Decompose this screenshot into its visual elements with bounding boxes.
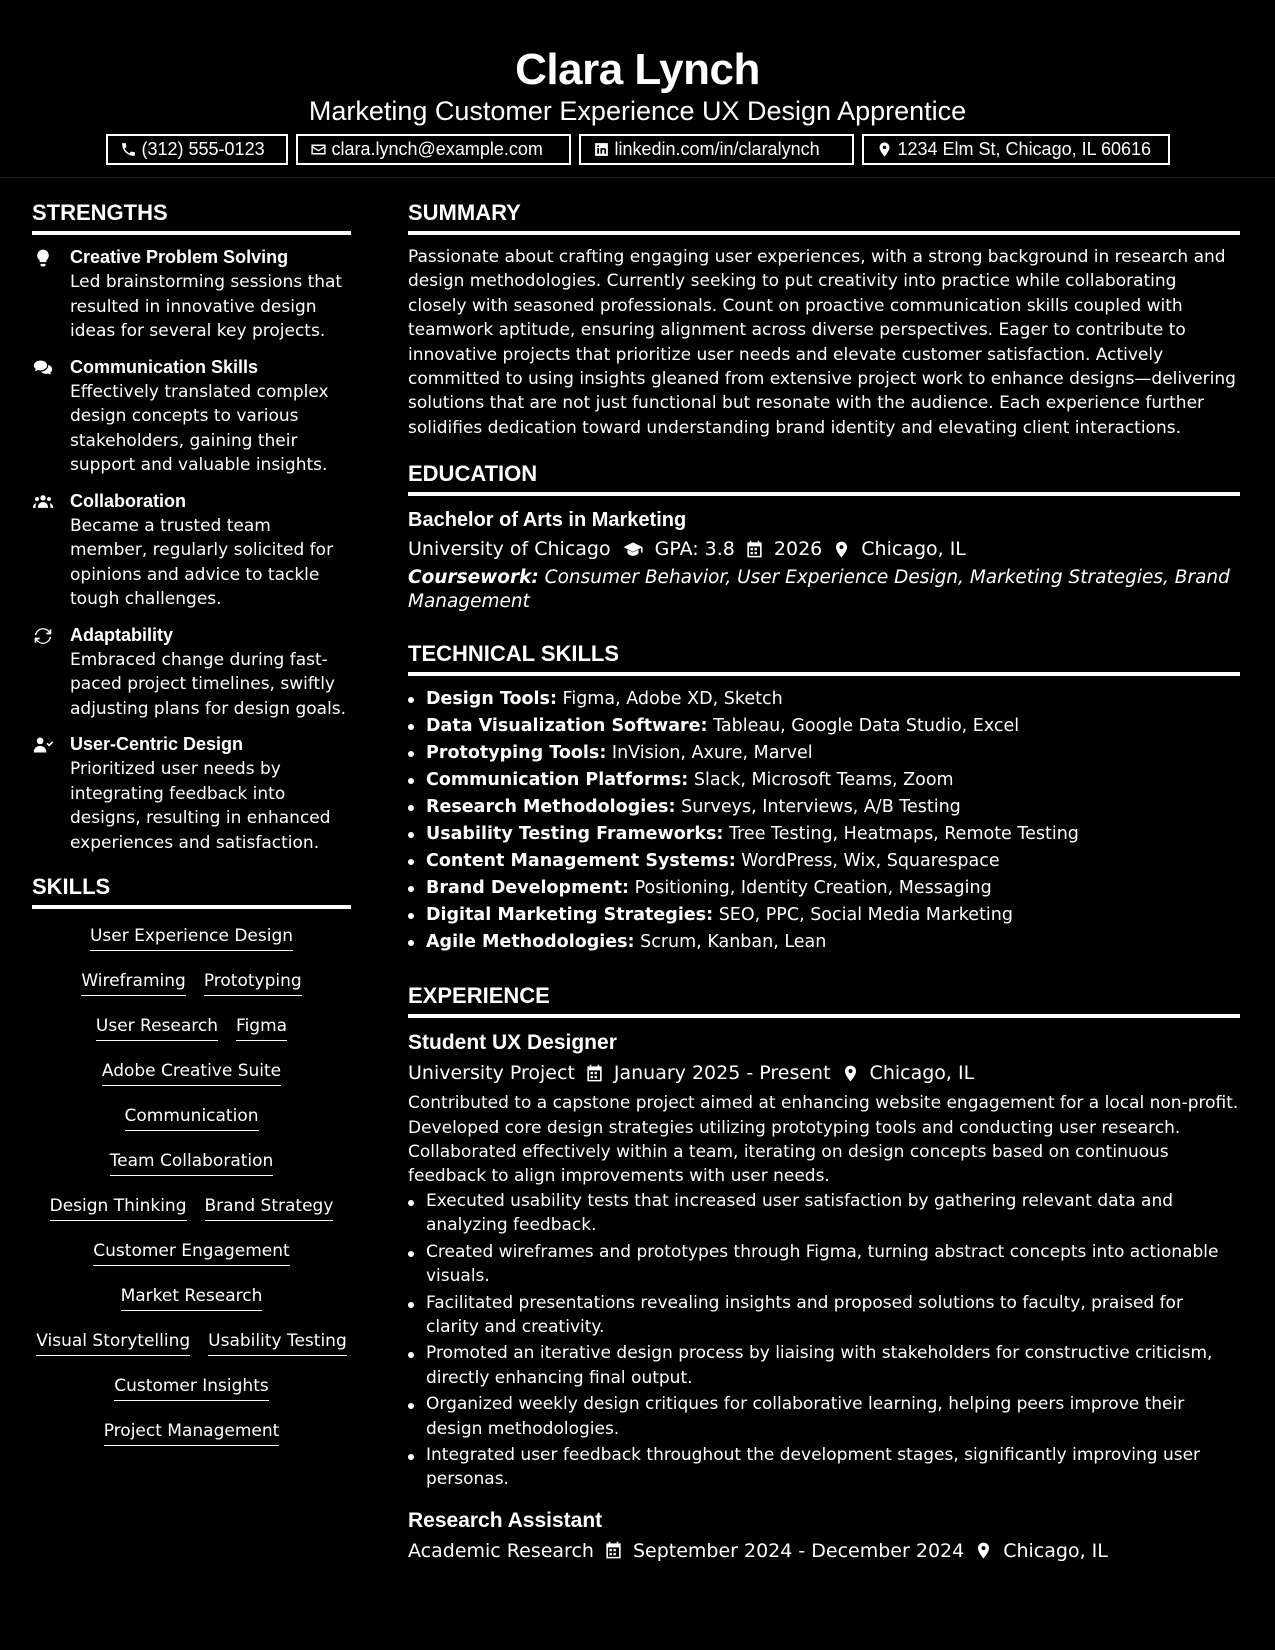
tech-skill-value: Surveys, Interviews, A/B Testing <box>681 797 961 818</box>
tech-skill-label: Agile Methodologies: <box>426 932 635 953</box>
skills-heading: SKILLS <box>32 869 351 909</box>
job-org: Academic Research <box>408 1539 594 1562</box>
list-item: Promoted an iterative design process by liaising with stakeholders for constructive criticism, directly enhancing final output. <box>408 1341 1240 1390</box>
skill-tag: Team Collaboration <box>110 1149 274 1176</box>
strength-description: Prioritized user needs by integrating feedback into designs, resulting in enhanced experiences and satisfaction. <box>70 759 331 853</box>
tech-skill-label: Design Tools: <box>426 689 557 710</box>
list-item: Executed usability tests that increased user satisfaction by gathering relevant data and analyzing feedback. <box>408 1189 1240 1238</box>
candidate-title: Marketing Customer Experience UX Design Apprentice <box>308 96 967 126</box>
envelope-icon <box>310 141 327 158</box>
degree-title: Bachelor of Arts in Marketing <box>408 509 687 532</box>
comments-icon <box>32 358 54 378</box>
job-dates: September 2024 - December 2024 <box>632 1539 965 1562</box>
coursework-list: Consumer Behavior, User Experience Design, Marketing Strategies, Brand Management <box>408 567 1230 613</box>
skill-tag: User Research <box>96 1014 218 1041</box>
tech-skill-value: Tree Testing, Heatmaps, Remote Testing <box>729 824 1079 845</box>
job-location: Chicago, IL <box>1003 1539 1108 1562</box>
tech-skill-value: WordPress, Wix, Squarespace <box>741 851 1000 872</box>
users-icon <box>32 492 54 512</box>
map-pin-icon <box>876 141 893 158</box>
list-item: Integrated user feedback throughout the development stages, significantly improving user personas. <box>408 1443 1240 1492</box>
strength-description: Effectively translated complex design concepts to various stakeholders, gaining their support and valuable insights. <box>70 381 329 475</box>
experience-heading: EXPERIENCE <box>408 978 1240 1018</box>
map-pin-icon <box>832 540 851 559</box>
right-column <box>408 195 1240 1566</box>
tech-skill-label: Digital Marketing Strategies: <box>426 905 714 926</box>
tech-skill-value: Positioning, Identity Creation, Messaging <box>634 878 992 899</box>
skill-tag: Design Thinking <box>50 1194 187 1221</box>
skill-tag: Customer Insights <box>114 1374 268 1401</box>
contact-text: (312) 555-0123 <box>141 138 265 159</box>
list-item <box>408 713 1240 740</box>
job-meta <box>408 1536 1240 1566</box>
list-item <box>408 740 1240 767</box>
strength-title: Creative Problem Solving <box>70 247 289 267</box>
strength-item <box>32 355 351 478</box>
skill-tag: Wireframing <box>81 969 185 996</box>
list-item: Facilitated presentations revealing insights and proposed solutions to faculty, praised for clarity and creativity. <box>408 1291 1240 1340</box>
contact-text: 1234 Elm St, Chicago, IL 60616 <box>897 138 1151 159</box>
list-item: Organized weekly design critiques for collaborative learning, helping peers improve their design methodologies. <box>408 1392 1240 1441</box>
summary-text: Passionate about crafting engaging user experiences, with a strong background in research and design methodologies. Currently seeking to put creativity into practice while collaborating closely with seasoned professionals. Count on proactive communication skills coupled with teamwork aptitude, ensuring alignment across diverse perspectives. Eager to contribute to innovative projects that prioritize user needs and elevate customer satisfaction. Actively committed to using insights gleaned from extensive project work to enhance designs—delivering solutions that are not just functional but resonate with the audience. Each experience further solidifies dedication toward understanding brand identity and elevating client interactions. <box>408 247 1236 438</box>
tech-skill-label: Data Visualization Software: <box>426 716 708 737</box>
contact-text: clara.lynch@example.com <box>331 138 543 159</box>
job-bullets <box>408 1189 1240 1492</box>
job-description: Contributed to a capstone project aimed at enhancing website engagement for a local non-profit. Developed core design strategies utilizing prototyping tools and conducting user research. Collaborated effectively within a team, iterating on design concepts based on continuous feedback to align improvements with user needs. <box>408 1093 1239 1187</box>
map-pin-icon <box>841 1064 860 1083</box>
job-dates: January 2025 - Present <box>613 1062 831 1085</box>
skill-tag: Figma <box>236 1014 287 1041</box>
skill-tag: Communication <box>125 1104 259 1131</box>
contact-phone <box>106 134 288 165</box>
skill-tag: User Experience Design <box>90 924 293 951</box>
tech-skill-value: Slack, Microsoft Teams, Zoom <box>693 770 954 791</box>
calendar-icon <box>604 1541 623 1560</box>
tech-skill-value: Figma, Adobe XD, Sketch <box>562 689 783 710</box>
technical-skills-list <box>408 686 1240 956</box>
summary-heading: SUMMARY <box>408 195 1240 235</box>
strength-title: User-Centric Design <box>70 734 244 754</box>
job-entry <box>408 1028 1240 1492</box>
strength-item <box>32 489 351 612</box>
tech-skill-label: Brand Development: <box>426 878 630 899</box>
calendar-icon <box>585 1064 604 1083</box>
coursework-label: Coursework: <box>408 567 539 589</box>
list-item <box>408 848 1240 875</box>
sync-icon <box>32 626 54 646</box>
list-item <box>408 794 1240 821</box>
strengths-heading: STRENGTHS <box>32 195 351 235</box>
tech-skill-label: Usability Testing Frameworks: <box>426 824 724 845</box>
education-heading: EDUCATION <box>408 456 1240 496</box>
tech-skill-label: Content Management Systems: <box>426 851 736 872</box>
education-meta <box>408 534 1240 564</box>
list-item: Created wireframes and prototypes through Figma, turning abstract concepts into actionable visuals. <box>408 1240 1240 1289</box>
skill-tag: Project Management <box>104 1419 280 1446</box>
contact-text: linkedin.com/in/claralynch <box>614 138 820 159</box>
map-pin-icon <box>974 1541 993 1560</box>
skills-list <box>32 919 351 1464</box>
list-item <box>408 686 1240 713</box>
skill-tag: Prototyping <box>204 969 302 996</box>
strength-description: Embraced change during fast-paced project timelines, swiftly adjusting plans for design goals. <box>70 649 347 719</box>
coursework <box>408 566 1240 614</box>
technical-skills-heading: TECHNICAL SKILLS <box>408 636 1240 676</box>
candidate-name: Clara Lynch <box>515 45 760 94</box>
user-check-icon <box>32 735 54 755</box>
list-item <box>408 902 1240 929</box>
list-item <box>408 929 1240 956</box>
contact-email[interactable] <box>296 134 571 165</box>
strength-description: Became a trusted team member, regularly solicited for opinions and advice to tackle tough challenges. <box>70 515 334 609</box>
strength-title: Communication Skills <box>70 356 259 377</box>
skill-tag: Market Research <box>121 1284 263 1311</box>
job-entry <box>408 1506 1240 1566</box>
job-org: University Project <box>408 1062 575 1085</box>
list-item <box>408 767 1240 794</box>
phone-icon <box>120 141 137 158</box>
contact-address <box>862 134 1170 165</box>
lightbulb-icon <box>32 248 54 268</box>
strength-title: Collaboration <box>70 490 186 511</box>
skill-tag: Usability Testing <box>208 1329 347 1356</box>
list-item <box>408 821 1240 848</box>
left-column <box>32 195 351 1464</box>
resume-header <box>0 0 1275 178</box>
list-item <box>408 875 1240 902</box>
tech-skill-label: Communication Platforms: <box>426 770 689 791</box>
tech-skill-value: InVision, Axure, Marvel <box>611 743 813 764</box>
strength-item <box>32 623 351 722</box>
calendar-icon <box>745 540 764 559</box>
skill-tag: Brand Strategy <box>205 1194 334 1221</box>
skill-tag: Customer Engagement <box>93 1239 289 1266</box>
tech-skill-value: Tableau, Google Data Studio, Excel <box>713 716 1020 737</box>
strength-title: Adaptability <box>70 624 174 645</box>
job-title: Research Assistant <box>408 1508 603 1532</box>
job-meta <box>408 1058 1240 1088</box>
graduation-cap-icon <box>621 540 645 559</box>
strength-item <box>32 732 351 855</box>
graduation-year: 2026 <box>773 538 823 561</box>
contact-bar <box>0 134 1275 165</box>
strength-item <box>32 245 351 344</box>
strength-description: Led brainstorming sessions that resulted in innovative design ideas for several key projects. <box>70 272 343 341</box>
job-title: Student UX Designer <box>408 1031 617 1055</box>
skill-tag: Visual Storytelling <box>36 1329 190 1356</box>
school-location: Chicago, IL <box>861 538 966 561</box>
tech-skill-value: SEO, PPC, Social Media Marketing <box>718 905 1013 926</box>
linkedin-icon <box>593 141 610 158</box>
contact-linkedin[interactable] <box>579 134 854 165</box>
skill-tag: Adobe Creative Suite <box>102 1059 281 1086</box>
gpa: GPA: 3.8 <box>654 538 735 561</box>
tech-skill-value: Scrum, Kanban, Lean <box>640 932 827 953</box>
job-location: Chicago, IL <box>869 1062 975 1085</box>
tech-skill-label: Prototyping Tools: <box>426 743 607 764</box>
school-name: University of Chicago <box>408 538 611 561</box>
tech-skill-label: Research Methodologies: <box>426 797 676 818</box>
